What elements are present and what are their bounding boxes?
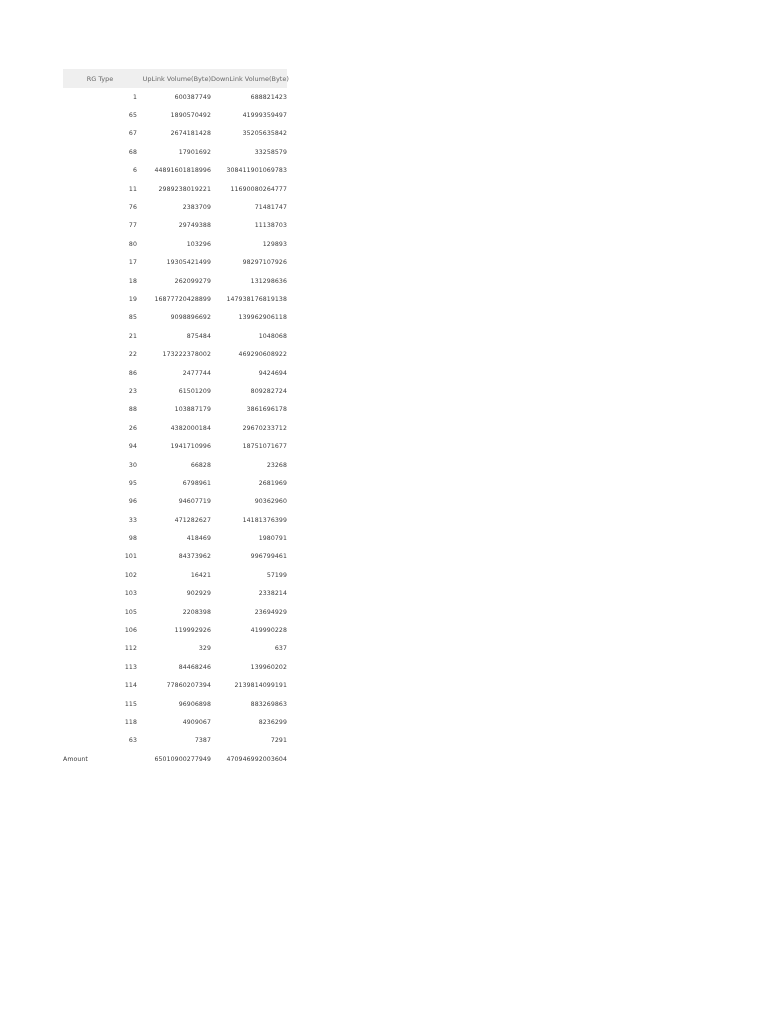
uplink-volume-cell: 2674181428 bbox=[170, 130, 211, 138]
downlink-volume-cell: 419990228 bbox=[250, 627, 287, 635]
table-row bbox=[63, 162, 287, 180]
uplink-volume-cell: 6798961 bbox=[182, 479, 211, 487]
table-row bbox=[63, 345, 287, 363]
table-row bbox=[63, 235, 287, 253]
downlink-volume-cell: 29670233712 bbox=[242, 424, 287, 432]
downlink-volume-cell: 9424694 bbox=[258, 369, 287, 377]
table-row bbox=[63, 327, 287, 345]
rg-type-cell: 103 bbox=[124, 590, 137, 598]
downlink-volume-cell: 8236299 bbox=[258, 718, 287, 726]
table-row bbox=[63, 456, 287, 474]
rg-type-cell: 88 bbox=[128, 406, 137, 414]
table-row bbox=[63, 217, 287, 235]
uplink-volume-cell: 2208398 bbox=[182, 608, 211, 616]
uplink-volume-cell: 77860207394 bbox=[166, 682, 211, 690]
uplink-volume-cell: 875484 bbox=[186, 332, 211, 340]
downlink-volume-cell: 35205635842 bbox=[242, 130, 287, 138]
downlink-volume-cell: 14181376399 bbox=[242, 516, 287, 524]
table-row bbox=[63, 180, 287, 198]
rg-type-cell: 98 bbox=[128, 535, 137, 543]
table-row bbox=[63, 401, 287, 419]
table-row bbox=[63, 437, 287, 455]
rg-type-cell: 106 bbox=[124, 627, 137, 635]
rg-type-cell: 86 bbox=[128, 369, 137, 377]
rg-type-cell: 80 bbox=[128, 240, 137, 248]
downlink-volume-cell: 129893 bbox=[262, 240, 287, 248]
table-header bbox=[63, 69, 287, 88]
rg-type-cell: 30 bbox=[128, 461, 137, 469]
uplink-volume-cell: 173222378002 bbox=[162, 351, 211, 359]
downlink-volume-cell: 469290608922 bbox=[238, 351, 287, 359]
downlink-volume-cell: 139962906118 bbox=[238, 314, 287, 322]
rg-type-cell: 67 bbox=[128, 130, 137, 138]
uplink-volume-cell: 9098896692 bbox=[170, 314, 211, 322]
table-row bbox=[63, 474, 287, 492]
downlink-volume-cell: 2139814099191 bbox=[234, 682, 287, 690]
downlink-volume-cell: 139960202 bbox=[250, 663, 287, 671]
downlink-volume-cell: 98297107926 bbox=[242, 259, 287, 267]
table-row bbox=[63, 198, 287, 216]
total-downlink: 470946992003604 bbox=[226, 755, 287, 763]
rg-type-cell: 115 bbox=[124, 700, 137, 708]
uplink-volume-cell: 119992926 bbox=[174, 627, 211, 635]
downlink-volume-cell: 11690080264777 bbox=[230, 185, 287, 193]
rg-type-cell: 101 bbox=[124, 553, 137, 561]
downlink-volume-cell: 1048068 bbox=[258, 332, 287, 340]
uplink-volume-cell: 7387 bbox=[194, 737, 211, 745]
rg-type-cell: 1 bbox=[132, 93, 137, 101]
rg-type-cell: 19 bbox=[128, 295, 137, 303]
table-row bbox=[63, 364, 287, 382]
uplink-volume-cell: 66828 bbox=[190, 461, 211, 469]
table-row bbox=[63, 621, 287, 639]
table-body bbox=[63, 88, 287, 750]
table-row bbox=[63, 695, 287, 713]
downlink-volume-cell: 71481747 bbox=[254, 204, 287, 212]
downlink-volume-cell: 57199 bbox=[266, 571, 287, 579]
uplink-volume-cell: 44891601818996 bbox=[154, 167, 211, 175]
table-row bbox=[63, 125, 287, 143]
downlink-volume-cell: 996799461 bbox=[250, 553, 287, 561]
downlink-volume-cell: 883269863 bbox=[250, 700, 287, 708]
downlink-volume-cell: 23268 bbox=[266, 461, 287, 469]
table-row bbox=[63, 566, 287, 584]
uplink-volume-cell: 471282627 bbox=[174, 516, 211, 524]
rg-type-cell: 23 bbox=[128, 387, 137, 395]
uplink-volume-cell: 29749388 bbox=[178, 222, 211, 230]
table-row bbox=[63, 290, 287, 308]
table-row bbox=[63, 309, 287, 327]
rg-type-cell: 6 bbox=[132, 167, 137, 175]
uplink-volume-cell: 262099279 bbox=[174, 277, 211, 285]
uplink-volume-cell: 2477744 bbox=[182, 369, 211, 377]
table-row bbox=[63, 419, 287, 437]
uplink-volume-cell: 103296 bbox=[186, 240, 211, 248]
table-row bbox=[63, 493, 287, 511]
table-row bbox=[63, 254, 287, 272]
rg-type-cell: 65 bbox=[128, 112, 137, 120]
header-uplink-volume: UpLink Volume(Byte) bbox=[142, 74, 211, 83]
rg-type-cell: 76 bbox=[128, 204, 137, 212]
downlink-volume-cell: 90362960 bbox=[254, 498, 287, 506]
rg-type-cell: 11 bbox=[128, 185, 137, 193]
uplink-volume-cell: 16877720428899 bbox=[154, 295, 211, 303]
table-row bbox=[63, 511, 287, 529]
uplink-volume-cell: 16421 bbox=[190, 571, 211, 579]
uplink-volume-cell: 418469 bbox=[186, 535, 211, 543]
uplink-volume-cell: 103887179 bbox=[174, 406, 211, 414]
uplink-volume-cell: 4909067 bbox=[182, 718, 211, 726]
table-row bbox=[63, 603, 287, 621]
rg-type-cell: 113 bbox=[124, 663, 137, 671]
header-rg-type: RG Type bbox=[86, 74, 114, 83]
rg-type-cell: 118 bbox=[124, 718, 137, 726]
uplink-volume-cell: 2383709 bbox=[182, 204, 211, 212]
table-row bbox=[63, 529, 287, 547]
table-row bbox=[63, 106, 287, 124]
table-row bbox=[63, 658, 287, 676]
rg-type-cell: 94 bbox=[128, 443, 137, 451]
rg-type-cell: 95 bbox=[128, 479, 137, 487]
rg-type-cell: 102 bbox=[124, 571, 137, 579]
table-row bbox=[63, 640, 287, 658]
downlink-volume-cell: 1980791 bbox=[258, 535, 287, 543]
uplink-volume-cell: 19305421499 bbox=[166, 259, 211, 267]
rg-type-cell: 18 bbox=[128, 277, 137, 285]
downlink-volume-cell: 3861696178 bbox=[246, 406, 287, 414]
rg-type-cell: 114 bbox=[124, 682, 137, 690]
header-downlink-volume: DownLink Volume(Byte) bbox=[211, 74, 289, 83]
total-row bbox=[63, 750, 287, 768]
downlink-volume-cell: 23694929 bbox=[254, 608, 287, 616]
rg-type-cell: 112 bbox=[124, 645, 137, 653]
table-row bbox=[63, 713, 287, 731]
rg-type-cell: 22 bbox=[128, 351, 137, 359]
table-row bbox=[63, 143, 287, 161]
uplink-volume-cell: 84373962 bbox=[178, 553, 211, 561]
uplink-volume-cell: 94607719 bbox=[178, 498, 211, 506]
uplink-volume-cell: 17901692 bbox=[178, 148, 211, 156]
uplink-volume-cell: 1941710996 bbox=[170, 443, 211, 451]
rg-type-cell: 63 bbox=[128, 737, 137, 745]
uplink-volume-cell: 902929 bbox=[186, 590, 211, 598]
total-label: Amount bbox=[63, 755, 88, 763]
table-row bbox=[63, 382, 287, 400]
downlink-volume-cell: 33258579 bbox=[254, 148, 287, 156]
downlink-volume-cell: 688821423 bbox=[250, 93, 287, 101]
uplink-volume-cell: 4382000184 bbox=[170, 424, 211, 432]
table-row bbox=[63, 272, 287, 290]
uplink-volume-cell: 329 bbox=[198, 645, 211, 653]
table-row bbox=[63, 585, 287, 603]
uplink-volume-cell: 2989238019221 bbox=[158, 185, 211, 193]
rg-type-cell: 17 bbox=[128, 259, 137, 267]
downlink-volume-cell: 637 bbox=[274, 645, 287, 653]
uplink-volume-cell: 1890570492 bbox=[170, 112, 211, 120]
uplink-volume-cell: 84468246 bbox=[178, 663, 211, 671]
downlink-volume-cell: 131298636 bbox=[250, 277, 287, 285]
rg-type-cell: 77 bbox=[128, 222, 137, 230]
downlink-volume-cell: 18751071677 bbox=[242, 443, 287, 451]
rg-type-cell: 21 bbox=[128, 332, 137, 340]
rg-type-cell: 33 bbox=[128, 516, 137, 524]
uplink-volume-cell: 61501209 bbox=[178, 387, 211, 395]
downlink-volume-cell: 11138703 bbox=[254, 222, 287, 230]
rg-type-cell: 26 bbox=[128, 424, 137, 432]
downlink-volume-cell: 41999359497 bbox=[242, 112, 287, 120]
downlink-volume-cell: 147938176819138 bbox=[226, 295, 287, 303]
rg-type-cell: 96 bbox=[128, 498, 137, 506]
downlink-volume-cell: 2338214 bbox=[258, 590, 287, 598]
table-row bbox=[63, 88, 287, 106]
downlink-volume-cell: 2681969 bbox=[258, 479, 287, 487]
table-row bbox=[63, 548, 287, 566]
table-row bbox=[63, 732, 287, 750]
table-row bbox=[63, 677, 287, 695]
uplink-volume-cell: 600387749 bbox=[174, 93, 211, 101]
rg-type-cell: 105 bbox=[124, 608, 137, 616]
downlink-volume-cell: 7291 bbox=[270, 737, 287, 745]
total-uplink: 65010900277949 bbox=[154, 755, 211, 763]
uplink-volume-cell: 96906898 bbox=[178, 700, 211, 708]
downlink-volume-cell: 809282724 bbox=[250, 387, 287, 395]
downlink-volume-cell: 308411901069783 bbox=[226, 167, 287, 175]
data-table bbox=[63, 69, 287, 768]
rg-type-cell: 68 bbox=[128, 148, 137, 156]
rg-type-cell: 85 bbox=[128, 314, 137, 322]
